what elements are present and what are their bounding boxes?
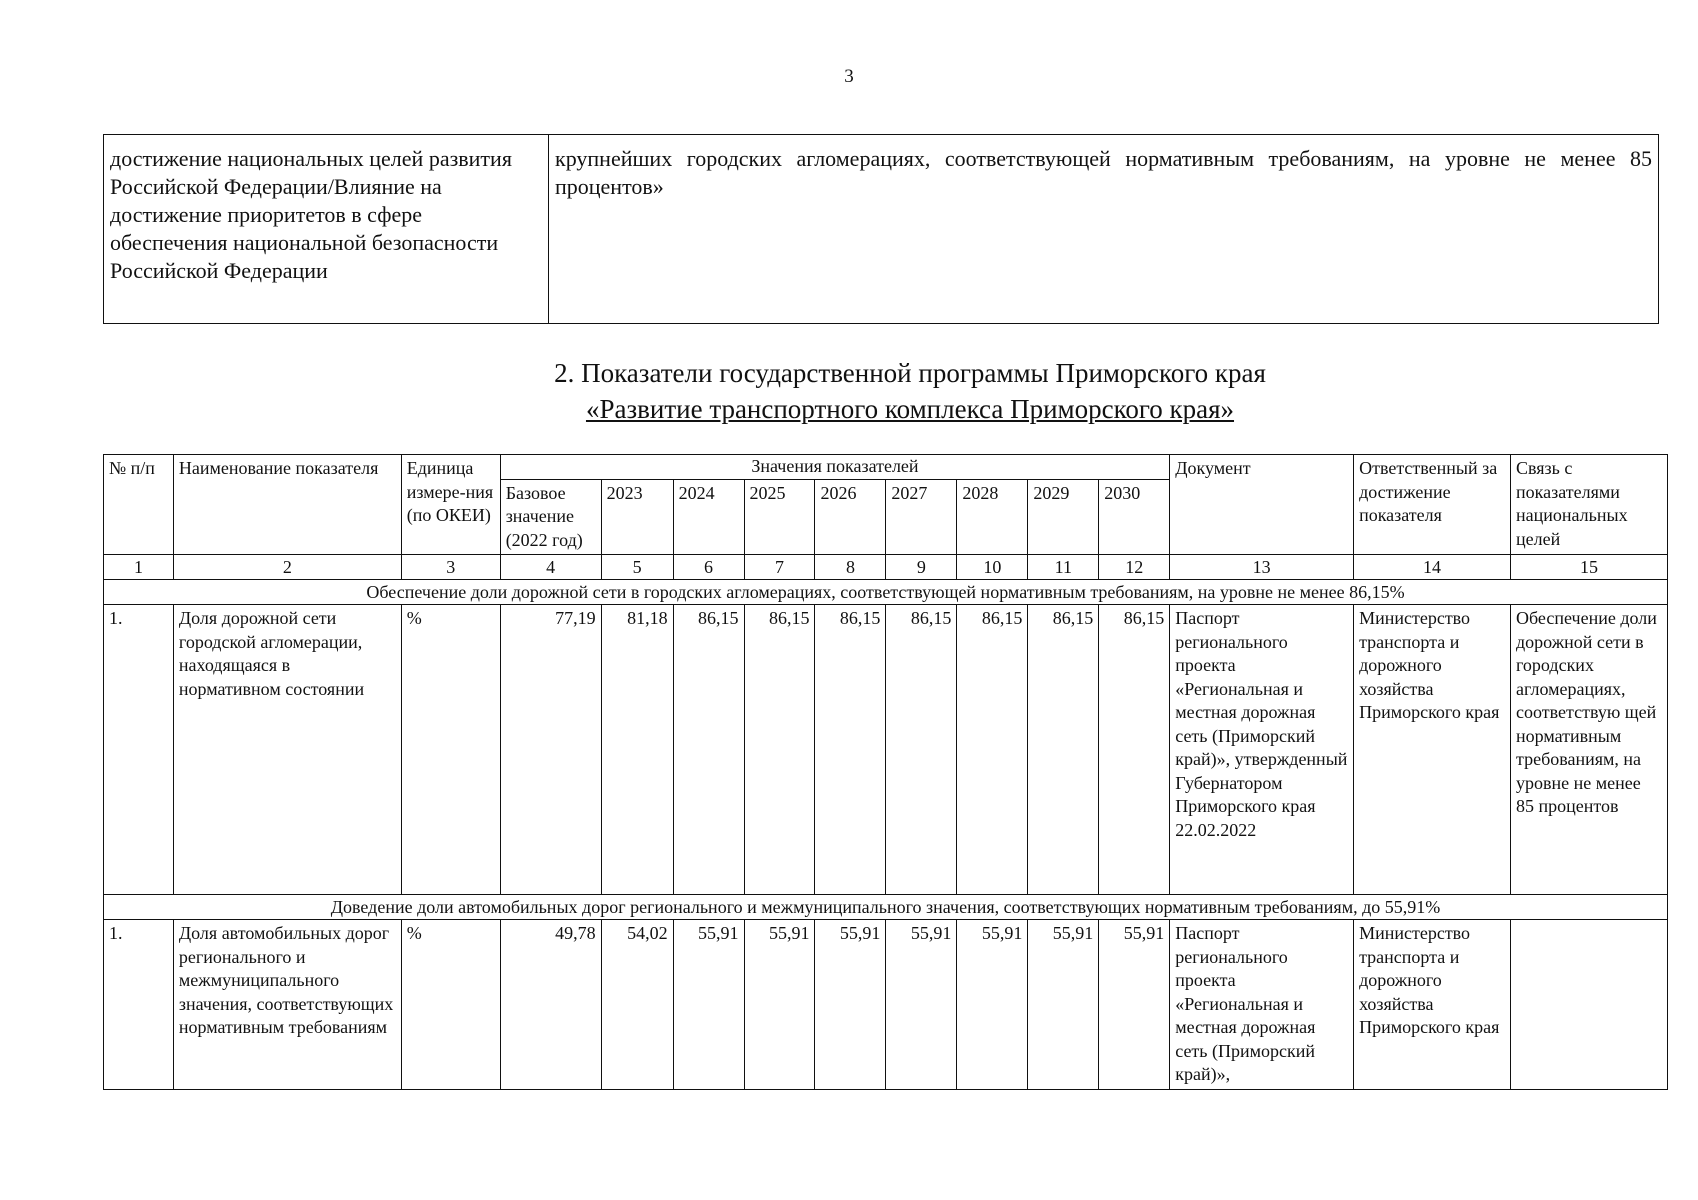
- row-document: Паспорт регионального проекта «Региональная и местная дорожная сеть (Приморский край)»,: [1170, 920, 1354, 1090]
- header-year: 2027: [886, 479, 957, 555]
- header-row: [104, 455, 1668, 480]
- header-link: Связь с показателями национальных целей: [1511, 455, 1668, 555]
- column-numbers-row: [104, 555, 1668, 580]
- row-value: 55,91: [673, 920, 744, 1090]
- column-number: 2: [173, 555, 401, 580]
- header-name: Наименование показателя: [173, 455, 401, 555]
- row-value: 86,15: [886, 605, 957, 895]
- column-number: 13: [1170, 555, 1354, 580]
- section-row: [104, 895, 1668, 920]
- table-row: [104, 920, 1668, 1090]
- row-value: 55,91: [957, 920, 1028, 1090]
- row-value: 86,15: [744, 605, 815, 895]
- row-value: 81,18: [601, 605, 673, 895]
- row-name: Доля дорожной сети городской агломерации, находящаяся в нормативном состоянии: [173, 605, 401, 895]
- header-year: 2023: [601, 479, 673, 555]
- column-number: 14: [1354, 555, 1511, 580]
- row-value: 55,91: [1028, 920, 1099, 1090]
- national-goals-table: [103, 134, 1659, 324]
- column-number: 5: [601, 555, 673, 580]
- header-year: 2028: [957, 479, 1028, 555]
- row-link: [1511, 920, 1668, 1090]
- column-number: 1: [104, 555, 174, 580]
- column-number: 4: [500, 555, 601, 580]
- column-number: 8: [815, 555, 886, 580]
- table-row: [104, 605, 1668, 895]
- row-value: 86,15: [673, 605, 744, 895]
- column-number: 15: [1511, 555, 1668, 580]
- program-title: «Развитие транспортного комплекса Приморского края»: [585, 394, 1235, 424]
- row-unit: %: [401, 920, 500, 1090]
- indicators-table: [103, 454, 1668, 1090]
- column-number: 3: [401, 555, 500, 580]
- header-responsible: Ответственный за достижение показателя: [1354, 455, 1511, 555]
- column-number: 11: [1028, 555, 1099, 580]
- row-value: 55,91: [744, 920, 815, 1090]
- goals-right-cell: крупнейших городских агломерациях, соответствующей нормативным требованиям, на уровне не менее 85 процентов»: [549, 135, 1659, 324]
- row-base-value: 77,19: [500, 605, 601, 895]
- row-value: 54,02: [601, 920, 673, 1090]
- row-value: 86,15: [957, 605, 1028, 895]
- row-link: Обеспечение доли дорожной сети в городских агломерациях, соответствую щей нормативным требованиям, на уровне не менее 85 процентов: [1511, 605, 1668, 895]
- header-year: 2030: [1099, 479, 1170, 555]
- page-number: 3: [844, 66, 854, 87]
- row-base-value: 49,78: [500, 920, 601, 1090]
- row-value: 86,15: [815, 605, 886, 895]
- row-value: 86,15: [1099, 605, 1170, 895]
- column-number: 10: [957, 555, 1028, 580]
- goals-left-cell: достижение национальных целей развития Российской Федерации/Влияние на достижение приоритетов в сфере обеспечения национальной безопасности Российской Федерации: [104, 135, 549, 324]
- header-unit: Единица измере-ния (по ОКЕИ): [401, 455, 500, 555]
- row-unit: %: [401, 605, 500, 895]
- header-num: № п/п: [104, 455, 174, 555]
- column-number: 6: [673, 555, 744, 580]
- row-value: 55,91: [815, 920, 886, 1090]
- row-num: 1.: [104, 920, 174, 1090]
- header-base: Базовое значение (2022 год): [500, 479, 601, 555]
- row-responsible: Министерство транспорта и дорожного хозяйства Приморского края: [1354, 605, 1511, 895]
- section-row: [104, 580, 1668, 605]
- row-num: 1.: [104, 605, 174, 895]
- header-year: 2024: [673, 479, 744, 555]
- section-title-cell: Обеспечение доли дорожной сети в городских агломерациях, соответствующей нормативным требованиям, на уровне не менее 86,15%: [104, 580, 1668, 605]
- row-value: 55,91: [1099, 920, 1170, 1090]
- header-year: 2029: [1028, 479, 1099, 555]
- row-value: 86,15: [1028, 605, 1099, 895]
- section-title-cell: Доведение доли автомобильных дорог регионального и межмуниципального значения, соответствующих нормативным требованиям, до 55,91%: [104, 895, 1668, 920]
- header-year: 2026: [815, 479, 886, 555]
- row-name: Доля автомобильных дорог регионального и межмуниципального значения, соответствующих нормативным требованиям: [173, 920, 401, 1090]
- section-title: 2. Показатели государственной программы Приморского края: [554, 358, 1266, 388]
- header-document: Документ: [1170, 455, 1354, 555]
- row-value: 55,91: [886, 920, 957, 1090]
- column-number: 12: [1099, 555, 1170, 580]
- row-document: Паспорт регионального проекта «Региональная и местная дорожная сеть (Приморский край)», утвержденный Губернатором Приморского края 22.02.2022: [1170, 605, 1354, 895]
- column-number: 9: [886, 555, 957, 580]
- row-responsible: Министерство транспорта и дорожного хозяйства Приморского края: [1354, 920, 1511, 1090]
- column-number: 7: [744, 555, 815, 580]
- header-values-group: Значения показателей: [500, 455, 1170, 480]
- header-year: 2025: [744, 479, 815, 555]
